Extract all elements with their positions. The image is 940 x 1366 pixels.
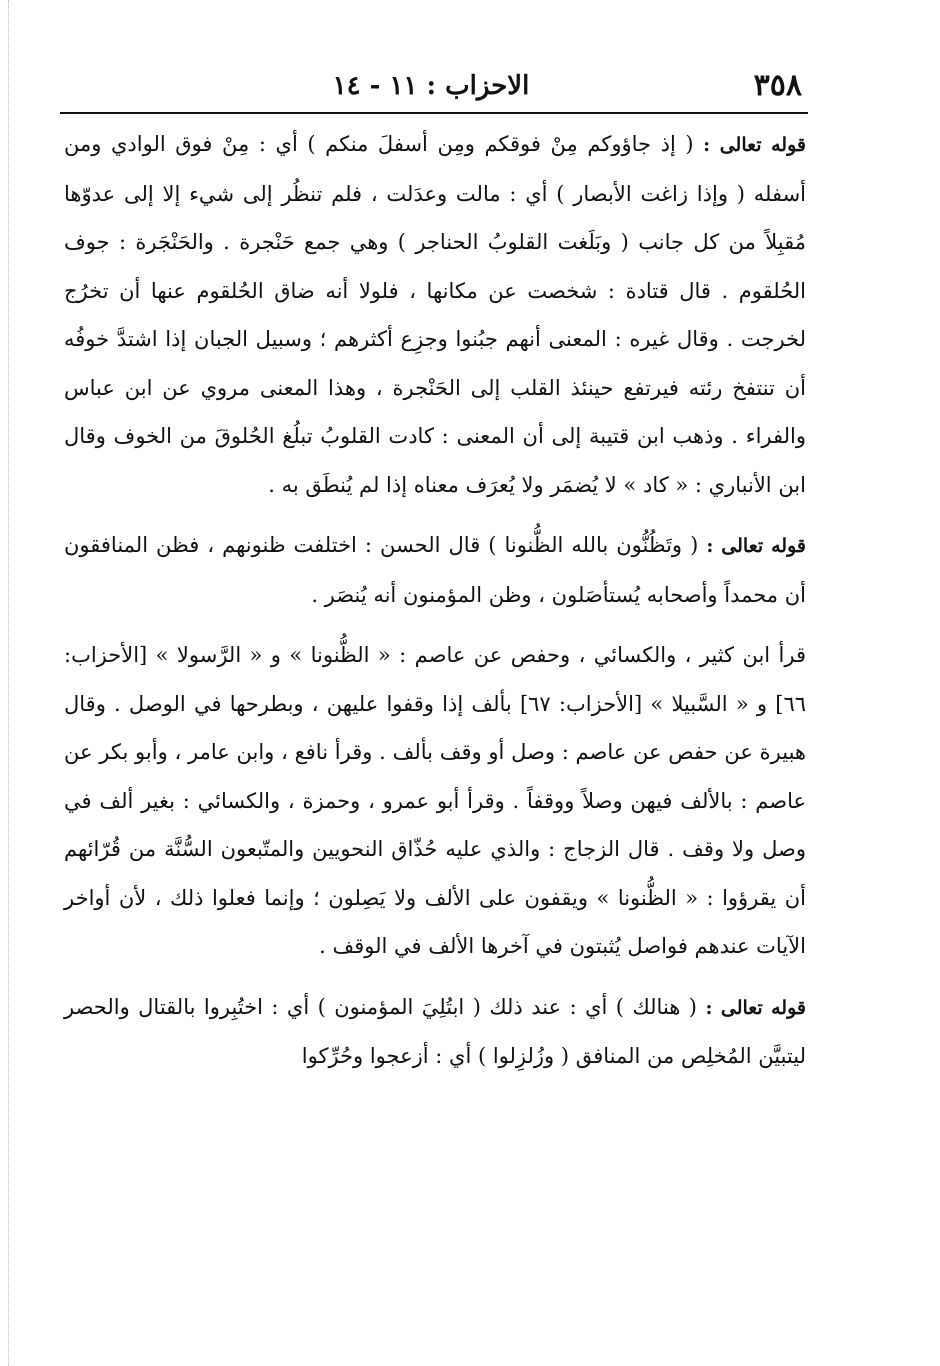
commentary-paragraph-1	[64, 120, 806, 509]
page-body	[64, 120, 806, 1093]
paragraph-text: قرأ ابن كثير ، والكسائي ، وحفص عن عاصم : « الظُّنونا » و « الرَّسولا » [الأحزاب: ٦٦] و « السَّبيلا » [الأحزاب: ٦٧] بألف إذا وقفوا عليهن ، وبطرحها في الوصل . وقال هبيرة عن حفص عن عاصم : وصل أو وقف بألف . وقرأ نافع ، وابن عامر ، وأبو بكر عن عاصم : بالألف فيهن وصلاً ووقفاً . وقرأ أبو عمرو ، وحمزة ، والكسائي : بغير ألف في وصل ولا وقف . قال الزجاج : والذي عليه حُذّاق النحويين والمتّبعون السُّنَّة من قُرّائهم أن يقرؤوا : « الظُّنونا » ويقفون على الألف ولا يَصِلون ؛ وإنما فعلوا ذلك ، لأن أواخر الآيات عندهم فواصل يُثبتون في آخرها الألف في الوقف .	[64, 643, 806, 958]
page-number: ٣٥٨	[753, 68, 802, 103]
commentary-paragraph-4	[64, 983, 806, 1081]
paragraph-text: ( هنالك ) أي : عند ذلك ( ابتُلِيَ المؤمنون ) أي : اختُبِروا بالقتال والحصر ليتبيَّن المُخلِص من المنافق ( وزُلزِلوا ) أي : أزعجوا وحُرِّكوا	[64, 994, 806, 1068]
commentary-paragraph-2	[64, 521, 806, 619]
margin-guide	[8, 0, 9, 1366]
page-header	[60, 66, 802, 106]
header-rule	[60, 112, 808, 114]
paragraph-text: ( وتَظُنُّون بالله الظُّنونا ) قال الحسن : اختلفت ظنونهم ، فظن المنافقون أن محمداً وأصحابه يُستأصَلون ، وظن المؤمنون أنه يُنصَر .	[64, 533, 806, 607]
paragraph-text: ( إذ جاؤوكم مِنْ فوقكم ومِن أسفلَ منكم ) أي : مِنْ فوق الوادي ومن أسفله ( وإذا زاغت الأبصار ) أي : مالت وعدَلت ، فلم تنظُر إلى شيء إلا إلى عدوّها مُقبِلاً من كل جانب ( وبَلَغت القلوبُ الحناجر ) وهي جمع حَنْجرة . والحَنْجَرة : جوف الحُلقوم . قال قتادة : شخصت عن مكانها ، فلولا أنه ضاق الحُلقوم عنها أن تخرُج لخرجت . وقال غيره : المعنى أنهم جبُنوا وجزِع أكثرهم ؛ وسبيل الجبان إذا اشتدَّ خوفُه أن تنتفخ رئته فيرتفع حينئذ القلب إلى الحَنْجرة ، وهذا المعنى مروي عن ابن عباس والفراء . وذهب ابن قتيبة إلى أن المعنى : كادت القلوبُ تبلُغ الحُلوقَ من الخوف وقال ابن الأنباري : « كاد » لا يُضمَر ولا يُعرَف معناه إذا لم يُنطَق به .	[64, 132, 806, 497]
verse-label: قوله تعالى :	[705, 996, 806, 1019]
running-head: الاحزاب : ١١ - ١٤	[332, 71, 530, 101]
verse-label: قوله تعالى :	[703, 134, 806, 156]
verse-label: قوله تعالى :	[706, 535, 806, 557]
commentary-paragraph-3	[64, 631, 806, 971]
